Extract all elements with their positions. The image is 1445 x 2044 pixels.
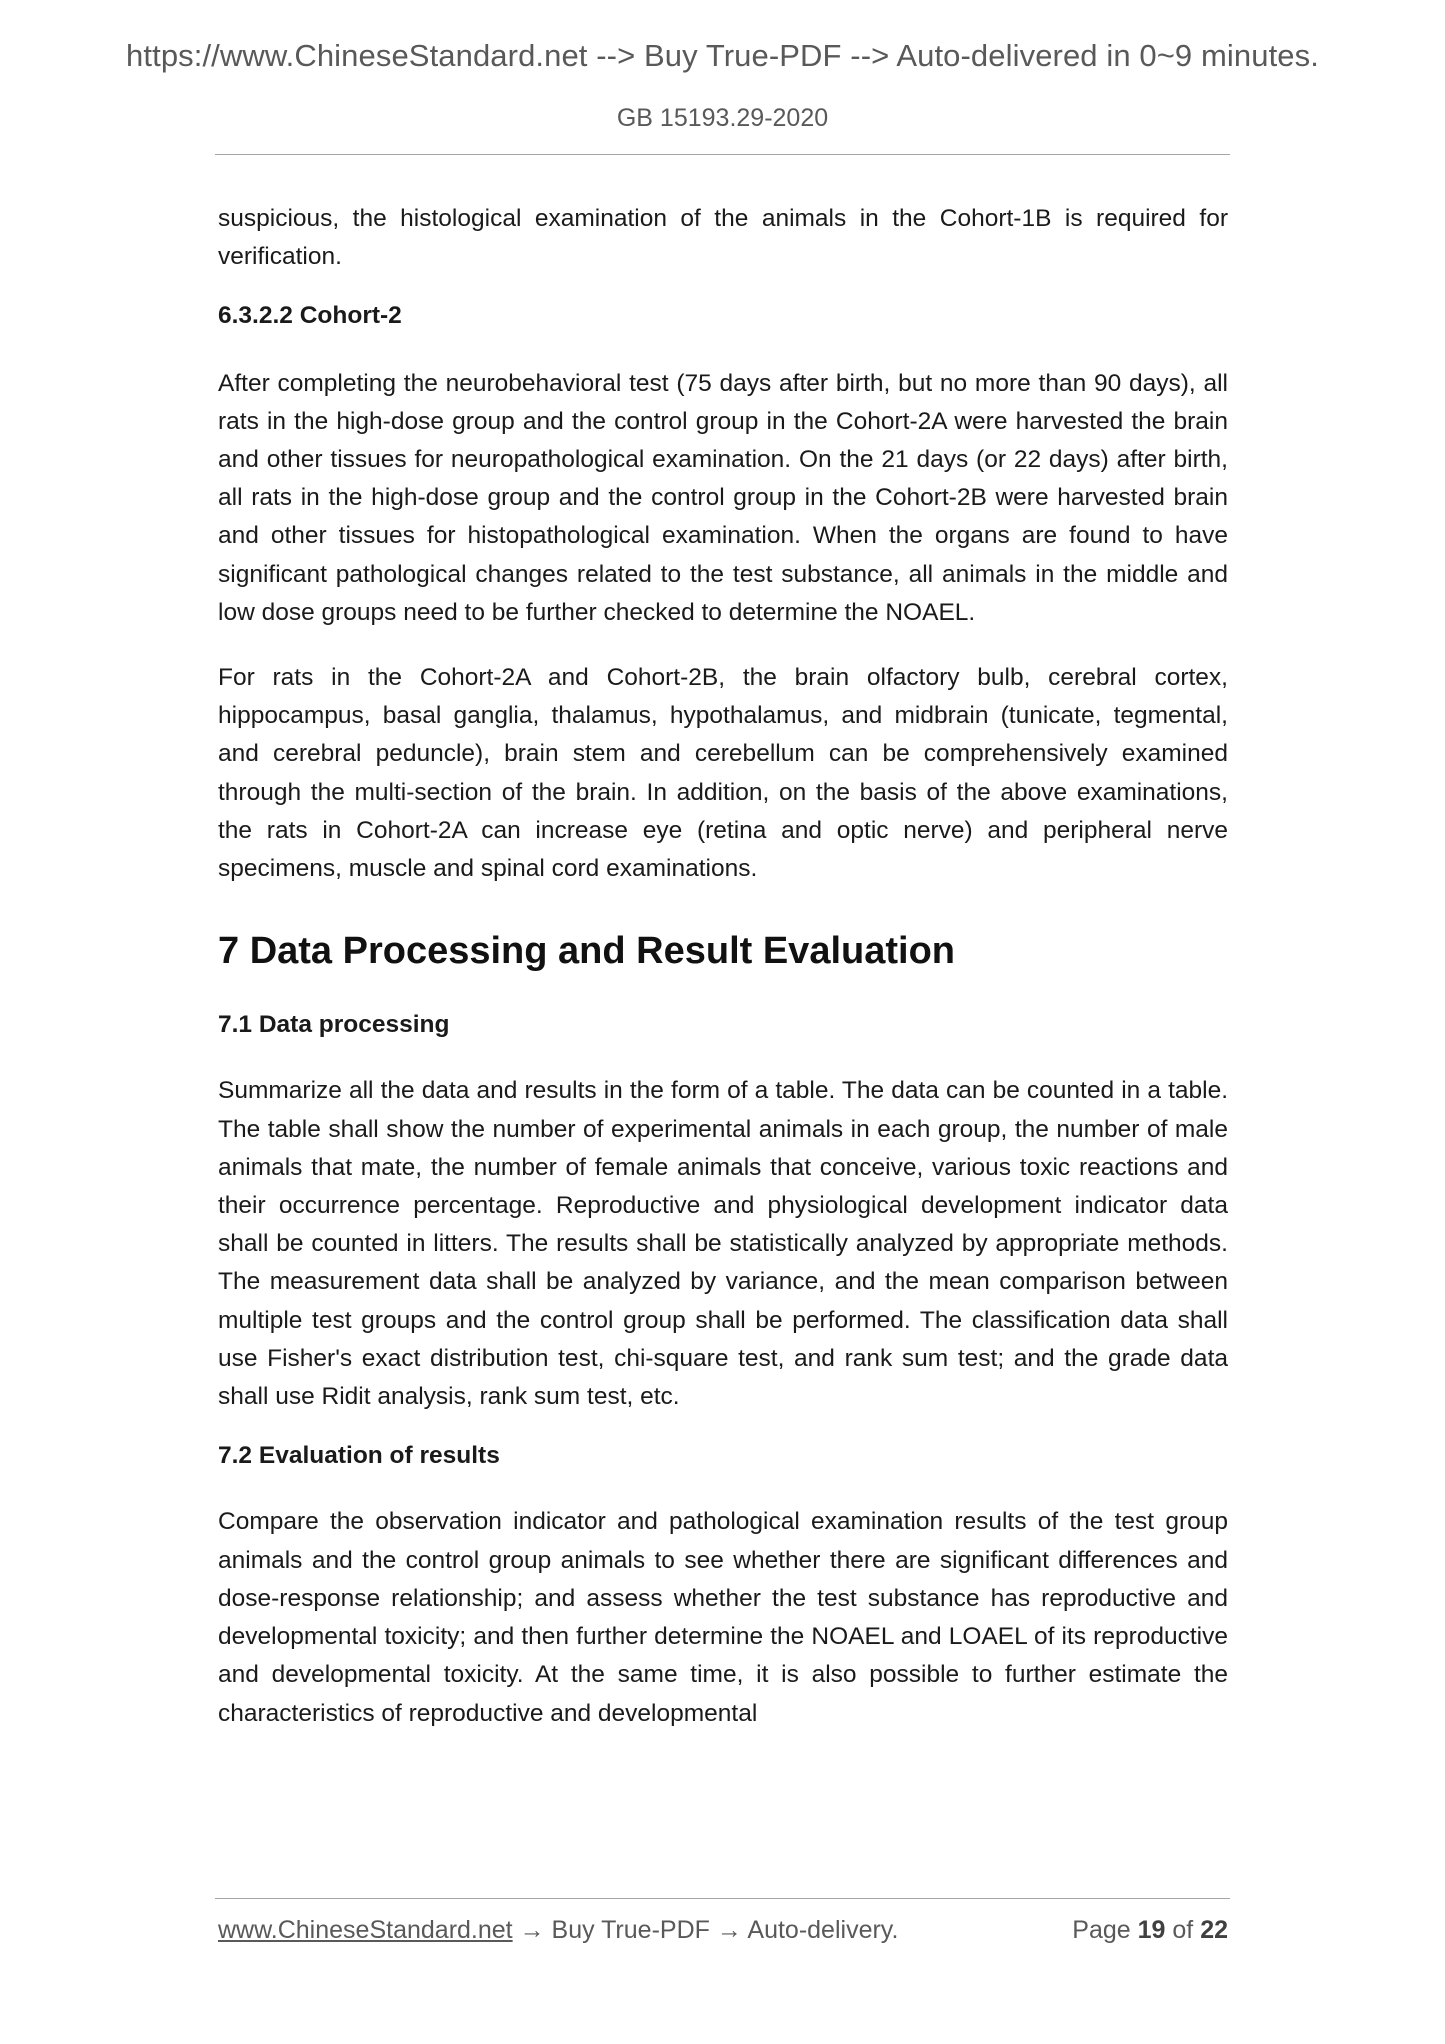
page-footer	[218, 1916, 1228, 1945]
paragraph-data-processing: Summarize all the data and results in the form of a table. The data can be counted in a table. The table shall show the number of experimental animals in each group, the number of male animals that mate, the number of female animals that conceive, various toxic reactions and their occurrence percentage. Reproductive and physiological development indicator data shall be counted in litters. The results shall be statistically analyzed by appropriate methods. The measurement data shall be analyzed by variance, and the mean comparison between multiple test groups and the control group shall be performed. The classification data shall use Fisher's exact distribution test, chi-square test, and rank sum test; and the grade data shall use Ridit analysis, rank sum test, etc.	[218, 1077, 1228, 1411]
footer-site-link[interactable]: www.ChineseStandard.net	[218, 1916, 513, 1944]
page-current: 19	[1137, 1916, 1166, 1944]
standard-code: GB 15193.29-2020	[616, 104, 829, 132]
paragraph-evaluation-of-results: Compare the observation indicator and pathological examination results of the test group animals and the control group animals to see whether there are significant differences and dose-response relationship; and assess whether the test substance has reproductive and developmental toxicity; and then further determine the NOAEL and LOAEL of its reproductive and developmental toxicity. At the same time, it is also possible to further estimate the characteristics of reproductive and developmental	[218, 1508, 1228, 1727]
page-label: Page	[1072, 1916, 1131, 1944]
heading-6-3-2-2: 6.3.2.2 Cohort-2	[218, 302, 402, 330]
heading-section-7: 7 Data Processing and Result Evaluation	[218, 930, 955, 973]
page-total: 22	[1200, 1916, 1228, 1944]
paragraph-cohort2-harvest: After completing the neurobehavioral test (75 days after birth, but no more than 90 days), all rats in the high-dose group and the control group in the Cohort-2A were harvested the brain and other tissues for neuropathological examination. On the 21 days (or 22 days) after birth, all rats in the high-dose group and the control group in the Cohort-2B were harvested brain and other tissues for histopathological examination. When the organs are found to have significant pathological changes related to the test substance, all animals in the middle and low dose groups need to be further checked to determine the NOAEL.	[218, 369, 1228, 626]
heading-7-2: 7.2 Evaluation of results	[218, 1442, 500, 1470]
paragraph-continued: suspicious, the histological examination of the animals in the Cohort-1B is required for verification.	[218, 205, 1228, 271]
footer-divider	[215, 1898, 1230, 1899]
top-banner-text: https://www.ChineseStandard.net --> Buy True-PDF --> Auto-delivered in 0~9 minutes.	[126, 38, 1319, 73]
page-number	[1072, 1916, 1228, 1945]
page-content	[218, 200, 1228, 1733]
heading-7-1: 7.1 Data processing	[218, 1011, 450, 1039]
page-of-label: of	[1172, 1916, 1194, 1944]
footer-tagline: → Buy True-PDF → Auto-delivery.	[512, 1916, 899, 1944]
paragraph-cohort2-brain-sections: For rats in the Cohort-2A and Cohort-2B, the brain olfactory bulb, cerebral cortex, hippocampus, basal ganglia, thalamus, hypothalamus, and midbrain (tunicate, tegmental, and cerebral peduncle), brain stem and cerebellum can be comprehensively examined through the multi-section of the brain. In addition, on the basis of the above examinations, the rats in Cohort-2A can increase eye (retina and optic nerve) and peripheral nerve specimens, muscle and spinal cord examinations.	[218, 664, 1228, 883]
header-divider	[215, 154, 1230, 155]
